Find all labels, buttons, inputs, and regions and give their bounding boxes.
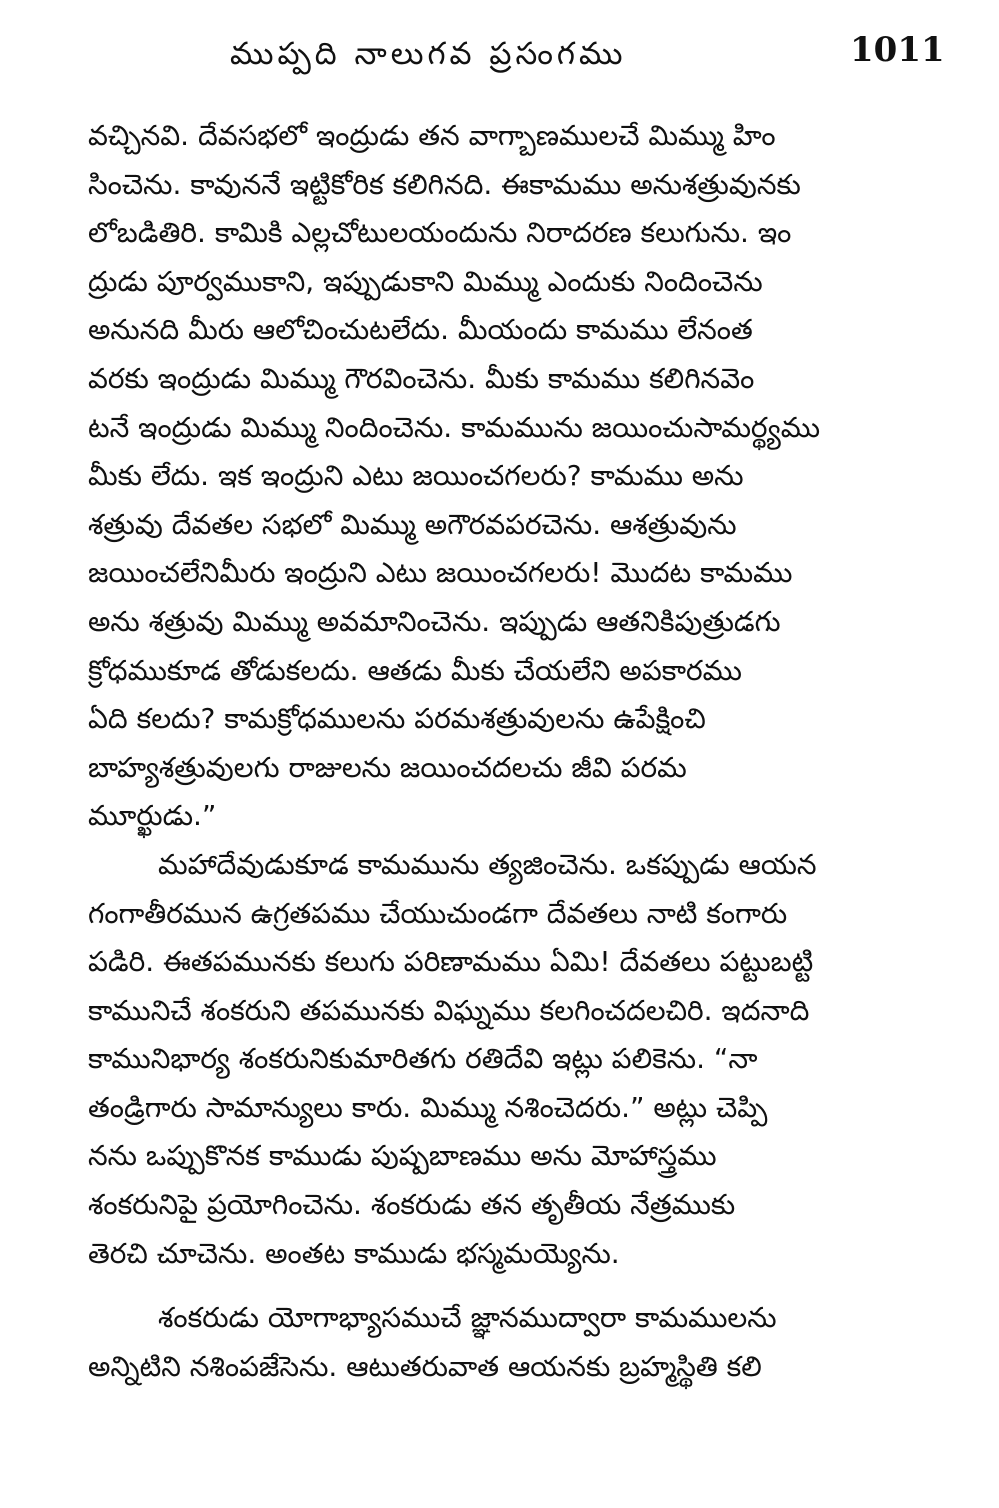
text-line: శత్రువు దేవతల సభలో మిమ్ము అగౌరవపరచెను. ఆశత్రువును (88, 507, 737, 541)
text-line: బాహ్యశత్రువులగు రాజులను జయించదలచు జీవి పరమ (88, 750, 687, 784)
text-line: గంగాతీరమున ఉగ్రతపము చేయుచుండగా దేవతలు నాటి కంగారు (88, 896, 788, 930)
text-line: ద్రుడు పూర్వముకాని, ఇప్పుడుకాని మిమ్ము ఎందుకు నిందించెను (88, 264, 763, 298)
text-line: మూర్ఖుడు.” (88, 799, 217, 833)
text-line: ఏది కలదు? కామక్రోధములను పరమశత్రువులను ఉపేక్షించి (88, 702, 706, 736)
text-line: కామునిచే శంకరుని తపమునకు విఘ్నము కలగించదలచిరి. ఇదనాది (88, 993, 810, 1027)
text-line: శంకరునిపై ప్రయోగించెను. శంకరుడు తన తృతీయ నేత్రముకు (88, 1188, 736, 1222)
text-line: లోబడితిరి. కామికి ఎల్లచోటులయందును నిరాదరణ కలుగును. ఇం (88, 216, 792, 250)
text-line: తెరచి చూచెను. అంతట కాముడు భస్మమయ్యెను. (88, 1236, 620, 1270)
text-line: టనే ఇంద్రుడు మిమ్ము నిందించెను. కామమును జయించుసామర్థ్యము (88, 410, 821, 444)
text-line: పడిరి. ఈతపమునకు కలుగు పరిణామము ఏమి! దేవతలు పట్టుబట్టి (88, 945, 814, 979)
text-line: వరకు ఇంద్రుడు మిమ్ము గౌరవించెను. మీకు కామము కలిగినవెం (88, 361, 755, 395)
text-line: కామునిభార్య శంకరునికుమారితగు రతిదేవి ఇట్లు పలికెను. “నా (88, 1042, 758, 1076)
text-line: తండ్రిగారు సామాన్యులు కారు. మిమ్ము నశించెదరు.” అట్లు చెప్పి (88, 1090, 768, 1124)
paragraph-start-line: మహాదేవుడుకూడ కామమును త్యజించెను. ఒకప్పుడు ఆయన (158, 847, 817, 881)
text-line: మీకు లేదు. ఇక ఇంద్రుని ఎటు జయించగలరు? కామము అను (88, 459, 744, 493)
paragraph-start-line: శంకరుడు యోగాభ్యాసముచే జ్ఞానముద్వారా కామములను (158, 1301, 777, 1335)
page-number: 1011 (850, 30, 945, 70)
text-line: జయించలేనిమీరు ఇంద్రుని ఎటు జయించగలరు! మొదట కామము (88, 556, 793, 590)
text-line: అను శత్రువు మిమ్ము అవమానించెను. ఇప్పుడు ఆతనికిపుత్రుడగు (88, 604, 781, 638)
text-line: సించెను. కావుననే ఇట్టికోరిక కలిగినది. ఈకామము అనుశత్రువునకు (88, 167, 801, 201)
text-line: క్రోధముకూడ తోడుకలదు. ఆతడు మీకు చేయలేని అపకారము (88, 653, 742, 687)
page-header (0, 30, 999, 80)
text-line: వచ్చినవి. దేవసభలో ఇంద్రుడు తన వాగ్బాణములచే మిమ్ము హిం (88, 119, 776, 152)
body-text (88, 112, 928, 1391)
text-line: అనునది మీరు ఆలోచించుటలేదు. మీయందు కామము లేనంత (88, 313, 753, 347)
text-line: నను ఒప్పుకొనక కాముడు పుష్పబాణము అను మోహాస్త్రము (88, 1139, 717, 1173)
running-title: ముప్పది నాలుగవ ప్రసంగము (230, 36, 627, 72)
text-line: అన్నిటిని నశింపజేసెను. ఆటుతరువాత ఆయనకు బ్రహ్మస్థితి కలి (88, 1349, 762, 1383)
